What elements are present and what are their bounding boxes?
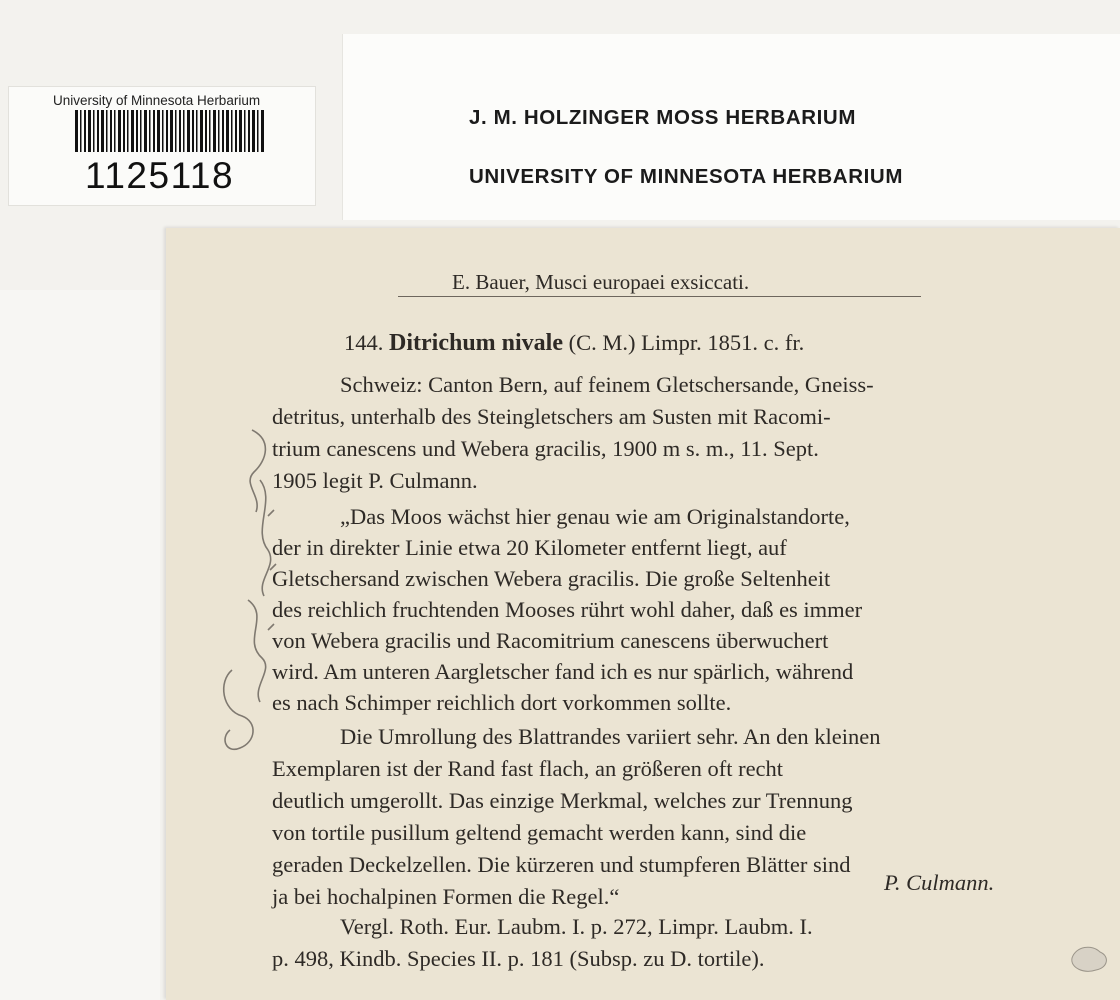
taxon-line [344,330,804,357]
signature: P. Culmann. [884,870,995,895]
institution-name: UNIVERSITY OF MINNESOTA HERBARIUM [469,165,903,188]
taxon-number: 144. [344,330,384,355]
text-line: Die Umrollung des Blattrandes variiert sehr. An den kleinen [340,724,881,749]
text-line: deutlich umgerollt. Das einzige Merkmal, welches zur Trennung [272,788,853,813]
catalog-number: 1125118 [85,155,235,196]
text-line: Exemplaren ist der Rand fast flach, an größeren oft recht [272,756,784,781]
text-line: Vergl. Roth. Eur. Laubm. I. p. 272, Limpr. Laubm. I. [340,914,813,939]
handwritten-annotation-icon [212,420,282,760]
text-line: detritus, unterhalb des Steingletschers am Susten mit Racomi- [272,404,831,429]
exsiccata-header: E. Bauer, Musci europaei exsiccati. [452,270,750,294]
text-line: 1905 legit P. Culmann. [272,468,478,493]
text-line: geraden Deckelzellen. Die kürzeren und stumpferen Blätter sind [272,852,851,877]
sheet-margin [0,290,160,1000]
text-line: trium canescens und Webera gracilis, 1900 m s. m., 11. Sept. [272,436,819,461]
text-line: von tortile pusillum geltend gemacht werden kann, sind die [272,820,807,845]
text-line: „Das Moos wächst hier genau wie am Originalstandorte, [340,504,850,529]
text-line: es nach Schimper reichlich dort vorkommen sollte. [272,690,732,715]
text-line: der in direkter Linie etwa 20 Kilometer entfernt liegt, auf [272,535,787,560]
text-line: wird. Am unteren Aargletscher fand ich es nur spärlich, während [272,659,854,684]
text-line: Gletschersand zwischen Webera gracilis. Die große Seltenheit [272,566,831,591]
barcode-label [8,86,316,206]
taxon-authority: (C. M.) Limpr. 1851. c. fr. [568,330,805,355]
herbarium-label [342,34,1120,220]
header-rule [398,296,921,297]
text-line: des reichlich fruchtenden Mooses rührt wohl daher, daß es immer [272,597,863,622]
taxon-name: Ditrichum nivale [389,330,563,356]
text-line: ja bei hochalpinen Formen die Regel.“ [272,884,620,909]
smudge-icon [1066,938,1114,978]
text-line: Schweiz: Canton Bern, auf feinem Gletschersande, Gneiss- [340,372,874,397]
collection-name: J. M. HOLZINGER MOSS HERBARIUM [469,106,857,129]
barcode-icon [75,110,265,152]
barcode-institution: University of Minnesota Herbarium [53,93,261,108]
text-line: von Webera gracilis und Racomitrium canescens überwuchert [272,628,829,653]
text-line: p. 498, Kindb. Species II. p. 181 (Subsp. zu D. tortile). [272,946,765,971]
